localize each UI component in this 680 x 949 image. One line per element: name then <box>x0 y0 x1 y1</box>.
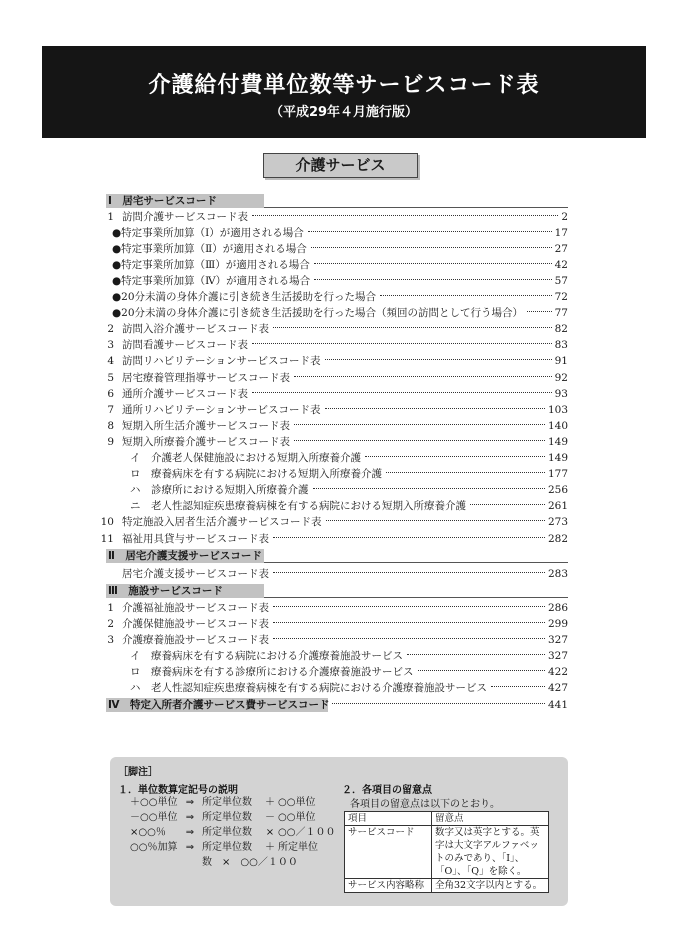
toc-entry-label: 介護保健施設サービスコード表 <box>122 617 269 630</box>
toc-entry-number: 1 <box>107 210 114 223</box>
toc-section-heading: Ⅰ 居宅サービスコード <box>106 194 264 208</box>
toc-page-number: 261 <box>547 500 568 513</box>
toc-page-number: 327 <box>547 650 568 662</box>
toc-page-number: 422 <box>547 666 568 679</box>
toc-entry <box>96 435 568 449</box>
footnote-title: ［脚注］ <box>118 767 158 778</box>
operand: ○○単位 <box>278 797 316 808</box>
base-term: 所定単位数 <box>202 827 252 838</box>
toc-entry <box>130 467 568 481</box>
toc-entry-label: イ 介護老人保健施設における短期入所療養介護 <box>130 452 361 464</box>
footnote-box <box>110 757 568 906</box>
toc-page-number: 283 <box>547 567 568 580</box>
toc-entry <box>112 242 568 256</box>
symbol <box>130 855 178 870</box>
footnote-part2-intro: 各項目の留意点は以下のとおり。 <box>350 799 500 810</box>
toc-entry <box>130 499 568 513</box>
toc-entry-number: 9 <box>107 435 114 448</box>
operator <box>262 855 278 870</box>
arrow-symbol: ⇒ <box>185 842 195 853</box>
base-term: 数 × ○○／１００ <box>202 857 298 868</box>
toc-page-number: 427 <box>547 682 568 695</box>
dot-leader <box>314 263 552 264</box>
base-term: 所定単位数 <box>202 812 252 823</box>
toc-entry-label: 訪問介護サービスコード表 <box>122 210 248 223</box>
dot-leader <box>407 654 545 655</box>
toc-entry <box>96 322 568 336</box>
toc-entry-number: 8 <box>107 419 114 432</box>
toc-page-number: 17 <box>554 226 568 239</box>
toc-page-number: 140 <box>547 419 568 432</box>
toc-entry-number: 4 <box>107 355 114 368</box>
toc-entry-label: 居宅療養管理指導サービスコード表 <box>122 371 290 384</box>
table-row <box>345 826 549 879</box>
dot-leader <box>418 670 545 671</box>
toc-entry <box>96 338 568 352</box>
operand <box>278 855 330 870</box>
page-title: 介護給付費単位数等サービスコード表 <box>148 73 540 98</box>
toc-entry-label: 訪問看護サービスコード表 <box>122 339 248 352</box>
toc-entry-label: ニ 老人性認知症疾患療養病棟を有する病院における短期入所療養介護 <box>130 500 466 513</box>
operand: ○○／１００ <box>278 827 336 838</box>
toc-entry <box>130 483 568 497</box>
heading-rule <box>264 562 568 563</box>
arrow-symbol <box>178 855 202 870</box>
toc-page-number: 72 <box>554 291 568 303</box>
toc-entry <box>122 567 568 581</box>
toc-section-heading: Ⅲ 施設サービスコード <box>106 584 264 598</box>
toc-entry-label: ハ 診療所における短期入所療養介護 <box>130 484 309 497</box>
toc-entry-number: 10 <box>100 516 114 529</box>
toc-page-number: 92 <box>554 371 568 384</box>
toc-entry <box>328 698 568 712</box>
operator: － <box>265 812 275 823</box>
toc-entry <box>96 371 568 385</box>
page-subtitle: （平成29年４月施行版） <box>269 105 419 120</box>
toc-entry-label: イ 療養病床を有する病院における介護療養施設サービス <box>130 650 403 662</box>
toc-entry-label: 訪問リハビリテーションサービスコード表 <box>122 355 321 368</box>
toc-page-number: 327 <box>547 633 568 646</box>
toc-entry <box>96 354 568 368</box>
toc-page-number: 273 <box>547 516 568 529</box>
dot-leader <box>273 606 545 607</box>
dot-leader <box>332 703 545 704</box>
toc-entry <box>112 306 568 320</box>
dot-leader <box>326 520 545 521</box>
dot-leader <box>308 231 552 232</box>
operator: ＋ <box>265 842 275 853</box>
toc-entry-number: 3 <box>107 339 114 352</box>
dot-leader <box>313 488 545 489</box>
toc-page-number: 91 <box>554 355 568 368</box>
dot-leader <box>311 247 552 248</box>
toc-entry <box>96 617 568 631</box>
dot-leader <box>527 311 552 312</box>
toc-entry <box>112 258 568 272</box>
toc-entry-label: ●特定事業所加算（Ⅲ）が適用される場合 <box>112 258 310 271</box>
toc-section-heading: Ⅳ 特定入所者介護サービス費サービスコード <box>108 699 330 712</box>
symbol: ×○○％ <box>130 827 166 838</box>
operand: ○○単位 <box>278 812 316 823</box>
toc-entry <box>96 419 568 433</box>
toc-entry <box>130 451 568 465</box>
dot-leader <box>273 638 545 639</box>
toc-entry-label: 介護療養施設サービスコード表 <box>122 633 269 646</box>
toc-entry-label: 介護福祉施設サービスコード表 <box>122 601 269 614</box>
table-header-cell: 留意点 <box>432 812 549 826</box>
dot-leader <box>314 279 551 280</box>
toc-entry-label: ロ 療養病床を有する診療所における介護療養施設サービス <box>130 666 414 679</box>
toc-entry-label: ロ 療養病床を有する病院における短期入所療養介護 <box>130 468 382 481</box>
toc-page-number: 103 <box>547 403 568 416</box>
toc-page-number: 256 <box>547 484 568 497</box>
toc-entry <box>96 601 568 615</box>
toc-entry <box>96 515 568 529</box>
toc-page-number: 42 <box>554 258 568 271</box>
toc-entry-label: ハ 老人性認知症疾患療養病棟を有する病院における介護療養施設サービス <box>130 682 487 695</box>
symbol-row <box>130 810 330 825</box>
toc-entry-label: ●特定事業所加算（Ⅳ）が適用される場合 <box>112 274 311 287</box>
footnote-part1-title: １．単位数算定記号の説明 <box>118 785 238 796</box>
heading-rule <box>264 597 568 598</box>
dot-leader <box>325 408 545 409</box>
dot-leader <box>491 686 545 687</box>
toc-page-number: 57 <box>554 274 568 287</box>
symbol: ○○％加算 <box>130 842 178 853</box>
symbol-row <box>130 825 336 840</box>
symbol-row <box>130 795 330 810</box>
toc-entry-label: 通所介護サービスコード表 <box>122 387 248 400</box>
toc-entry-label: 短期入所生活介護サービスコード表 <box>122 419 290 432</box>
notes-table <box>344 811 549 893</box>
toc-page-number: 282 <box>547 532 568 545</box>
arrow-symbol: ⇒ <box>185 797 195 808</box>
toc-entry-label: 特定施設入居者生活介護サービスコード表 <box>122 516 322 529</box>
toc-entry-number: 2 <box>107 323 114 336</box>
toc-page-number: 77 <box>554 307 568 320</box>
toc-entry <box>96 210 568 224</box>
table-cell: 数字又は英字とする。英字は大文字アルファベットのみであり、「I」、「O」、「Q」を除く。 <box>432 826 549 879</box>
table-header-cell: 項目 <box>345 812 432 826</box>
footnote-part2-title: ２．各項目の留意点 <box>342 785 432 796</box>
toc-entry-number: 1 <box>107 601 114 614</box>
table-cell: 全角32文字以内とする。 <box>432 879 549 893</box>
symbol-explanations <box>130 795 336 870</box>
toc-entry <box>96 633 568 647</box>
toc-entry <box>96 387 568 401</box>
toc-entry <box>130 649 568 663</box>
toc-entry-label: 訪問入浴介護サービスコード表 <box>122 323 269 336</box>
toc-entry-label: 居宅介護支援サービスコード表 <box>122 567 269 580</box>
toc-section-heading: Ⅱ 居宅介護支援サービスコード <box>106 549 264 563</box>
symbol-row <box>130 840 330 855</box>
dot-leader <box>273 537 545 538</box>
operator: × <box>265 827 275 838</box>
toc-page-number: 149 <box>547 435 568 448</box>
dot-leader <box>273 572 545 573</box>
toc-page-number: 149 <box>547 452 568 464</box>
toc-entry-number: 5 <box>107 371 114 384</box>
dot-leader <box>294 440 545 441</box>
toc-page-number: 27 <box>554 242 568 255</box>
toc-entry <box>112 226 568 240</box>
dot-leader <box>380 295 552 296</box>
toc-page-number: 83 <box>554 339 568 352</box>
toc-page-number: 299 <box>547 617 568 630</box>
dot-leader <box>365 456 545 457</box>
dot-leader <box>325 359 552 360</box>
toc-entry-label: ●20分未満の身体介護に引き続き生活援助を行った場合（頻回の訪問として行う場合） <box>112 307 524 320</box>
toc-page-number: 93 <box>554 387 568 400</box>
toc-entry <box>96 403 568 417</box>
toc-entry <box>96 532 568 546</box>
dot-leader <box>273 622 545 623</box>
toc-page-number: 286 <box>547 601 568 614</box>
table-header-row <box>345 812 549 826</box>
toc-entry-number: 7 <box>107 403 114 416</box>
heading-rule <box>264 207 568 208</box>
toc-entry-label: ●特定事業所加算（Ⅱ）が適用される場合 <box>112 242 307 255</box>
toc-page-number: 441 <box>547 699 568 712</box>
toc-entry-number: 2 <box>107 617 114 630</box>
toc-page-number: 2 <box>561 210 568 223</box>
arrow-symbol: ⇒ <box>185 827 195 838</box>
table-cell: サービス内容略称 <box>345 879 432 893</box>
dot-leader <box>294 376 552 377</box>
table-row <box>345 879 549 893</box>
toc-entry <box>112 274 568 288</box>
toc-page-number: 177 <box>547 468 568 481</box>
toc-entry-label: 通所リハビリテーションサービスコード表 <box>122 403 321 416</box>
symbol: ＋○○単位 <box>130 797 178 808</box>
section-label: 介護サービス <box>263 153 418 178</box>
dot-leader <box>273 327 552 328</box>
toc-entry-number: 6 <box>107 387 114 400</box>
dot-leader <box>252 215 558 216</box>
toc-entry <box>130 681 568 695</box>
arrow-symbol: ⇒ <box>185 812 195 823</box>
toc-entry-label: ●20分未満の身体介護に引き続き生活援助を行った場合 <box>112 291 377 303</box>
symbol: －○○単位 <box>130 812 178 823</box>
dot-leader <box>294 424 545 425</box>
operator: ＋ <box>265 797 275 808</box>
dot-leader <box>252 343 552 344</box>
toc-entry <box>130 665 568 679</box>
toc-entry <box>112 290 568 304</box>
dot-leader <box>470 504 545 505</box>
toc-entry-label: 短期入所療養介護サービスコード表 <box>122 435 290 448</box>
toc-entry-label: 福祉用具貸与サービスコード表 <box>122 532 269 545</box>
table-cell: サービスコード <box>345 826 432 879</box>
symbol-row <box>130 855 330 870</box>
toc-entry-label: ●特定事業所加算（Ⅰ）が適用される場合 <box>112 226 304 239</box>
dot-leader <box>252 392 552 393</box>
toc-entry-number: 3 <box>107 633 114 646</box>
title-banner <box>42 46 646 138</box>
operand: 所定単位 <box>278 842 318 853</box>
base-term: 所定単位数 <box>202 842 252 853</box>
dot-leader <box>386 472 545 473</box>
toc-page-number: 82 <box>554 323 568 336</box>
base-term: 所定単位数 <box>202 797 252 808</box>
toc-entry-number: 11 <box>100 532 114 545</box>
